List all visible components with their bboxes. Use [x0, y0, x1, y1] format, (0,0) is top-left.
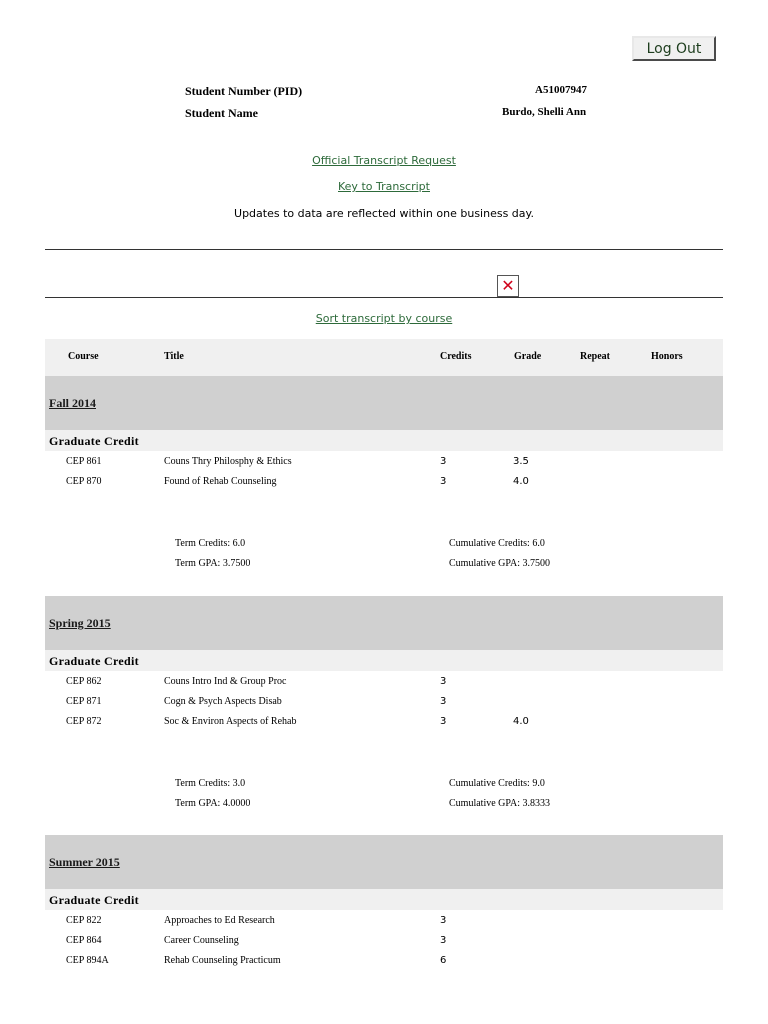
course-grade: 4.0: [513, 476, 529, 487]
credit-type-row: [45, 430, 723, 451]
col-repeat: Repeat: [580, 351, 610, 362]
course-code: CEP 870: [66, 476, 102, 487]
divider-top: [45, 249, 723, 250]
table-row: [45, 473, 723, 493]
column-header-row: [45, 339, 723, 376]
course-title: Couns Intro Ind & Group Proc: [164, 676, 287, 687]
col-credits: Credits: [440, 351, 472, 362]
key-to-transcript-link[interactable]: Key to Transcript: [338, 180, 430, 193]
update-notice: Updates to data are reflected within one business day.: [234, 207, 534, 220]
course-title: Soc & Environ Aspects of Rehab: [164, 716, 297, 727]
course-code: CEP 822: [66, 915, 102, 926]
student-name-label: Student Name: [185, 106, 259, 120]
close-x-icon: ✕: [497, 275, 519, 297]
course-title: Cogn & Psych Aspects Disab: [164, 696, 282, 707]
credit-type-row: [45, 889, 723, 910]
course-credits: 3: [440, 915, 447, 926]
credit-type-label: Graduate Credit: [49, 654, 139, 668]
course-credits: 6: [440, 955, 447, 966]
course-credits: 3: [440, 476, 447, 487]
credit-type-label: Graduate Credit: [49, 893, 139, 907]
table-row: [45, 673, 723, 693]
sort-by-course-link[interactable]: Sort transcript by course: [315, 312, 453, 325]
course-code: CEP 862: [66, 676, 102, 687]
course-title: Approaches to Ed Research: [164, 915, 275, 926]
course-title: Found of Rehab Counseling: [164, 476, 277, 487]
term-header: [45, 596, 723, 650]
term-credits: Term Credits: 3.0: [175, 778, 246, 789]
course-credits: 3: [440, 935, 447, 946]
credit-type-label: Graduate Credit: [49, 434, 139, 448]
term-header: [45, 835, 723, 889]
table-row: [45, 952, 723, 972]
course-code: CEP 872: [66, 716, 102, 727]
col-title: Title: [164, 351, 184, 362]
course-title: Rehab Counseling Practicum: [164, 955, 281, 966]
student-number-label: Student Number (PID): [185, 84, 303, 98]
course-credits: 3: [440, 676, 447, 687]
course-code: CEP 861: [66, 456, 102, 467]
col-grade: Grade: [514, 351, 542, 362]
logout-button[interactable]: Log Out: [632, 36, 716, 61]
course-grade: 3.5: [513, 456, 529, 467]
term-gpa: Term GPA: 4.0000: [175, 798, 251, 809]
student-number-value: A51007947: [535, 84, 587, 96]
credit-type-row: [45, 650, 723, 671]
term-credits: Term Credits: 6.0: [175, 538, 246, 549]
course-credits: 3: [440, 696, 447, 707]
divider-bottom: [45, 297, 723, 298]
course-grade: 4.0: [513, 716, 529, 727]
table-row: [45, 713, 723, 733]
course-credits: 3: [440, 716, 447, 727]
term-link-spring-2015[interactable]: Spring 2015: [49, 616, 111, 630]
term-header: [45, 376, 723, 430]
course-title: Couns Thry Philosphy & Ethics: [164, 456, 292, 467]
term-gpa: Term GPA: 3.7500: [175, 558, 251, 569]
table-row: [45, 693, 723, 713]
course-code: CEP 864: [66, 935, 102, 946]
term-link-fall-2014[interactable]: Fall 2014: [49, 396, 96, 410]
cumulative-credits: Cumulative Credits: 6.0: [449, 538, 545, 549]
cumulative-credits: Cumulative Credits: 9.0: [449, 778, 545, 789]
term-link-summer-2015[interactable]: Summer 2015: [49, 855, 120, 869]
cumulative-gpa: Cumulative GPA: 3.7500: [449, 558, 551, 569]
col-honors: Honors: [651, 351, 683, 362]
table-row: [45, 453, 723, 473]
col-course: Course: [68, 351, 99, 362]
cumulative-gpa: Cumulative GPA: 3.8333: [449, 798, 551, 809]
official-transcript-request-link[interactable]: Official Transcript Request: [312, 154, 456, 167]
course-credits: 3: [440, 456, 447, 467]
table-row: [45, 932, 723, 952]
student-name-value: Burdo, Shelli Ann: [502, 106, 587, 118]
course-title: Career Counseling: [164, 935, 239, 946]
table-row: [45, 912, 723, 932]
course-code: CEP 894A: [66, 955, 109, 966]
course-code: CEP 871: [66, 696, 102, 707]
